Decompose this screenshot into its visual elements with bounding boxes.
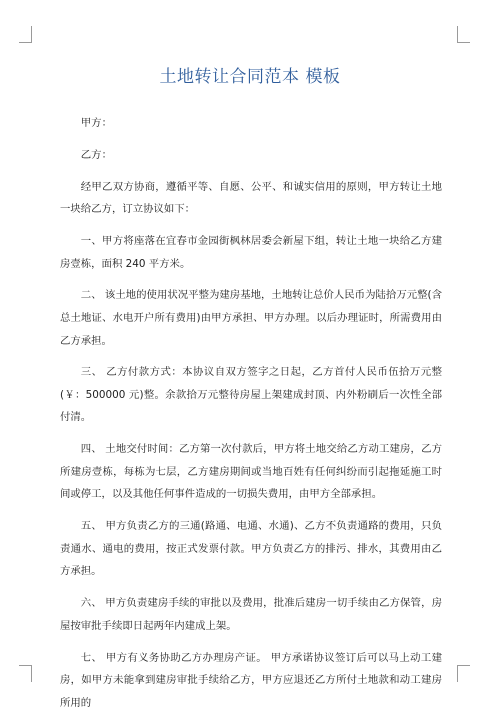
clause-1: 一、甲方将座落在宜春市金园街枫林居委会新屋下组，转让土地一块给乙方建房壹栋，面积 240 平方米。 [60,234,442,270]
crop-mark-bottom-right [457,665,470,682]
clause-4: 四、 土地交付时间：乙方第一次付款后，甲方将土地交给乙方动工建房，乙方所建房壹栋，每栋为七层，乙方建房期间或当地百姓有任何纠纷而引起拖延施工时间或停工，以及其他任何事件造成的一切损失费用，由甲方全部承担。 [60,443,442,501]
preamble-paragraph: 经甲乙双方协商，遵循平等、自愿、公平、和诚实信用的原则，甲方转让土地一块给乙方，订立协议如下： [60,180,442,216]
clause-2: 二、 该土地的使用状况平整为建房基地，土地转让总价人民币为陆拾万元整(含总土地证、水电开户所有费用)由甲方承担、甲方办理。以后办理证时，所需费用由乙方承担。 [60,289,442,347]
party-a-line: 甲方： [80,117,112,129]
document-body [60,112,442,724]
crop-mark-top-left [19,26,32,43]
crop-mark-bottom-left [19,665,32,682]
clause-5: 五、 甲方负责乙方的三通(路通、电通、水通)、乙方不负责通路的费用，只负责通水、通电的费用，按正式发票付款。甲方负责乙方的排污、排水，其费用由乙方承担。 [60,520,442,578]
crop-mark-top-right [457,26,470,43]
document-title: 土地转让合同范本 模板 [159,67,341,87]
clause-3: 三、 乙方付款方式：本协议自双方签字之日起，乙方首付人民币伍拾万元整(￥：500000 元)整。余款拾万元整待房屋上架建成封顶、内外粉刷后一次性全部付清。 [60,366,442,424]
clause-7: 七、 甲方有义务协助乙方办理房产证。 甲方承诺协议签订后可以马上动工建房，如甲方未能拿到建房审批手续给乙方，甲方应退还乙方所付土地款和动工建房所用的 [60,651,442,709]
clause-6: 六、 甲方负责建房手续的审批以及费用，批准后建房一切手续由乙方保管，房屋按审批手续即日起两年内建成上架。 [60,597,442,632]
party-b-line: 乙方： [80,148,112,161]
